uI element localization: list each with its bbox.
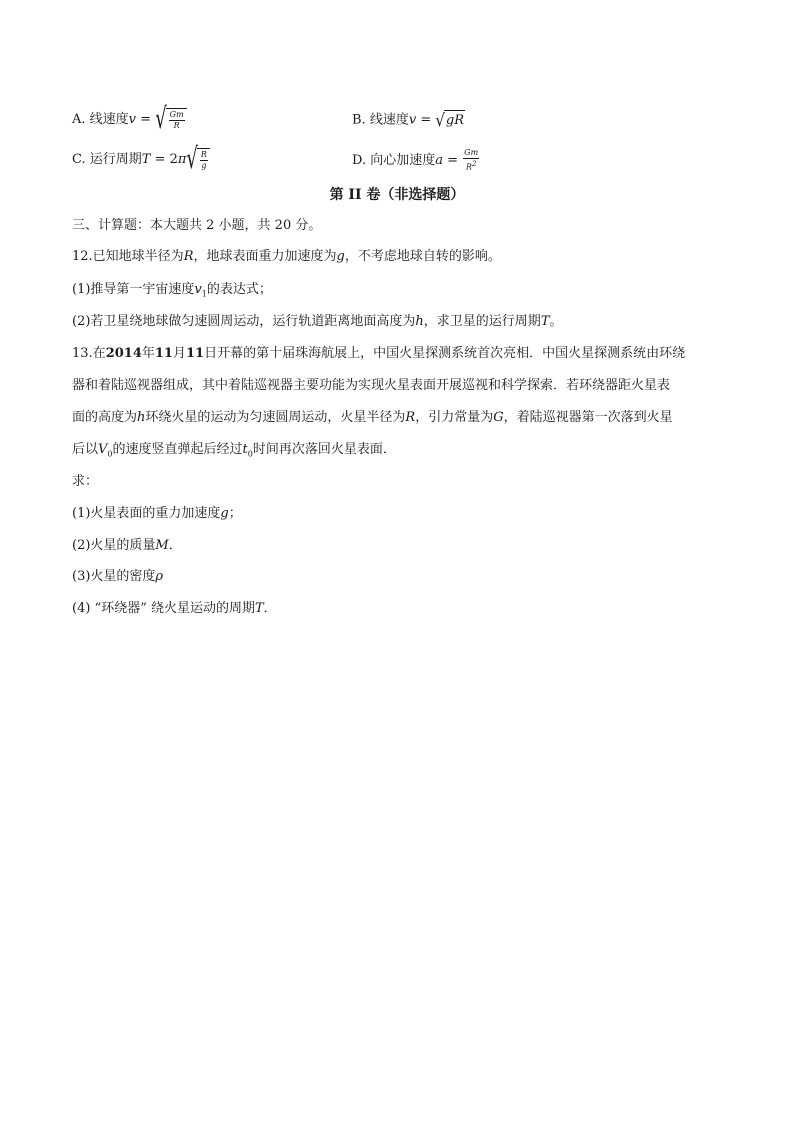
- q12-var-r: R: [183, 249, 194, 264]
- choice-a-num: Gm: [169, 110, 184, 119]
- choice-a-sqrt: √ $\frac{Gm}{R}$: [155, 108, 186, 131]
- q12-var-v: v: [194, 282, 202, 297]
- choice-d-var: a: [435, 152, 443, 168]
- choice-c-eq: = 2: [150, 152, 178, 167]
- q13-part-2-text: (2)火星的质量: [72, 538, 156, 553]
- choice-d-den-base: R: [465, 162, 472, 172]
- q13-part-4: [72, 600, 277, 618]
- q12-var-h: h: [415, 314, 424, 329]
- q13-line-4: [72, 441, 396, 464]
- q12-part-1-text: (1)推导第一宇宙速度: [72, 282, 195, 297]
- q13-part-2-tail: ．: [168, 538, 182, 553]
- q12-var-v-sub: 1: [201, 289, 207, 299]
- q12-part-2: [72, 313, 563, 331]
- section-title: 第 II 卷（非选择题）: [329, 187, 465, 203]
- q13-var-g: g: [220, 506, 229, 521]
- q13-l4-a: 后以: [72, 442, 99, 457]
- choice-c-den: g: [201, 161, 207, 170]
- choice-a-var: v: [128, 112, 137, 127]
- choice-c-label: C. 运行周期: [72, 152, 142, 167]
- q13-part-1-tail: ；: [228, 506, 242, 521]
- q13-var-h: h: [137, 410, 146, 425]
- q13-part-4-text: (4) “环绕器” 绕火星运动的周期: [72, 601, 255, 616]
- q12-var-g: g: [336, 249, 345, 264]
- choice-b-label: B. 线速度: [352, 112, 409, 128]
- choice-b-var: v: [408, 112, 417, 128]
- q13-part-4-tail: ．: [263, 601, 277, 616]
- q13-ask: 求：: [72, 474, 99, 489]
- q12-stem-text-2: ，地球表面重力加速度为: [193, 249, 337, 264]
- q13-day: 11: [186, 346, 205, 361]
- q12-part-1: [72, 281, 272, 304]
- choice-d-eq: =: [443, 152, 463, 168]
- q13-part-2: [72, 537, 182, 555]
- q12-stem: [72, 248, 501, 266]
- q13-part-1-text: (1)火星表面的重力加速度: [72, 506, 221, 521]
- q12-part-2-tail: 。: [549, 314, 563, 329]
- choice-b: [352, 110, 465, 130]
- q13-var-rho: ρ: [155, 569, 164, 584]
- q13-l1-a: 13.在: [72, 346, 106, 361]
- q13-l1-b: 年: [141, 346, 155, 361]
- q13-line-1: [72, 345, 685, 363]
- choice-c: [72, 141, 210, 176]
- q13-l4-b: 的速度竖直弹起后经过: [112, 442, 243, 457]
- q13-part-1: [72, 505, 242, 523]
- q13-l3-d: ，着陆巡视器第一次落到火星: [503, 410, 673, 425]
- q13-year: 2014: [105, 346, 142, 361]
- q13-var-g-const: G: [493, 410, 504, 425]
- choice-d-num: Gm: [464, 148, 479, 157]
- q13-var-t0-sub: 0: [247, 449, 253, 459]
- q13-l1-d: 日开幕的第十届珠海航展上，中国火星探测系统首次亮相．中国火星探测系统由环绕: [204, 346, 686, 361]
- q13-l3-a: 面的高度为: [72, 410, 138, 425]
- choice-a-label: A. 线速度: [72, 112, 129, 127]
- choice-b-eq: =: [416, 112, 436, 128]
- q12-var-t: T: [540, 314, 550, 329]
- choice-b-radicand: gR: [444, 110, 465, 130]
- choice-d-frac: [463, 148, 479, 173]
- choice-c-sqrt: √ $\frac{R}{g}$: [186, 148, 210, 171]
- choice-b-sqrt: √gR: [435, 109, 465, 131]
- choice-d-den: [463, 159, 479, 173]
- q13-var-r: R: [405, 410, 416, 425]
- choice-c-pi: π: [177, 152, 187, 167]
- choice-c-var: T: [141, 152, 151, 167]
- q13-var-t: T: [254, 601, 264, 616]
- q12-part-2-text: (2)若卫星绕地球做匀速圆周运动，运行轨道距离地面高度为: [72, 314, 416, 329]
- q13-var-v-sub: 0: [107, 449, 113, 459]
- choice-d: [352, 148, 480, 173]
- q12-stem-text-3: ，不考虑地球自转的影响。: [344, 249, 501, 264]
- q12-stem-text-1: 12.已知地球半径为: [72, 249, 184, 264]
- q13-part-3: [72, 568, 163, 586]
- q13-month: 11: [154, 346, 173, 361]
- q13-var-t0: t: [242, 442, 248, 457]
- choice-c-num: R: [200, 150, 207, 159]
- q13-var-m: M: [155, 538, 169, 553]
- q13-l4-c: 时间再次落回火星表面．: [252, 442, 396, 457]
- q13-line-2: 器和着陆巡视器组成，其中着陆巡视器主要功能为实现火星表面开展巡视和科学探索．若环绕器距火星表: [72, 378, 671, 393]
- q12-part-1-tail: 的表达式；: [206, 282, 272, 297]
- q13-part-3-text: (3)火星的密度: [72, 569, 156, 584]
- choice-a-den: R: [173, 121, 180, 130]
- q13-line-3: [72, 409, 673, 427]
- q13-var-v: V: [98, 442, 108, 457]
- q13-l3-b: 环绕火星的运动为匀速圆周运动，火星半径为: [145, 410, 406, 425]
- choice-d-den-exp: 2: [471, 160, 477, 168]
- choice-a: [72, 101, 187, 136]
- q13-l3-c: ，引力常量为: [415, 410, 494, 425]
- choice-d-label: D. 向心加速度: [352, 152, 436, 168]
- choice-a-eq: =: [136, 112, 156, 127]
- q13-l1-c: 月: [172, 346, 186, 361]
- q12-part-2-mid: ，求卫星的运行周期: [423, 314, 541, 329]
- section-heading: 三、计算题：本大题共 2 小题，共 20 分。: [72, 218, 322, 233]
